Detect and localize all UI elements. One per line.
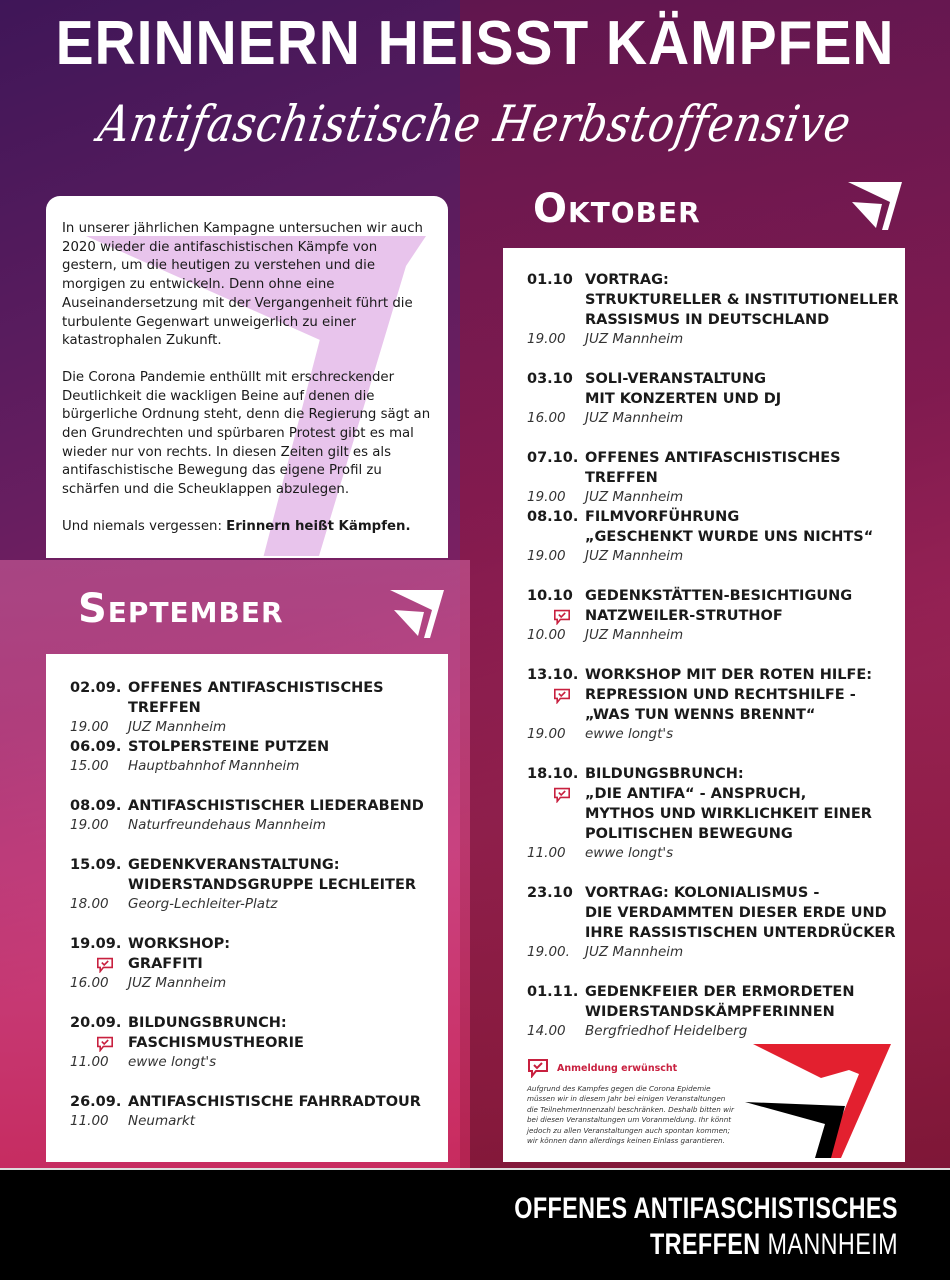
event-location: Hauptbahnhof Mannheim: [128, 758, 300, 774]
event-date: 07.10.: [527, 450, 579, 466]
event-meta: [527, 1022, 905, 1041]
intro-closing: [62, 518, 432, 537]
event-title-row: [527, 507, 905, 527]
event-item: [46, 796, 448, 835]
registration-note: [527, 1058, 737, 1146]
arrow-logo-icon: [846, 180, 904, 232]
event-title-row: [70, 737, 448, 757]
event-title-line: ANTIFASCHISTISCHE FAHRRADTOUR: [128, 1094, 421, 1110]
event-date: 08.09.: [70, 798, 122, 814]
event-title-line: GEDENKFEIER DER ERMORDETEN: [585, 984, 855, 1000]
event-title-row: [527, 685, 905, 705]
event-item: [503, 369, 905, 428]
event-time: 19.00: [70, 719, 109, 735]
event-date: 03.10: [527, 371, 573, 387]
event-title-row: [527, 606, 905, 626]
event-title-row: [527, 764, 905, 784]
event-title-row: [527, 665, 905, 685]
event-time: 18.00: [70, 896, 109, 912]
event-time: 15.00: [70, 758, 109, 774]
event-location: JUZ Mannheim: [585, 627, 684, 643]
event-meta: [527, 409, 905, 428]
event-meta: [527, 844, 905, 863]
event-meta: [70, 718, 448, 737]
event-meta: [527, 943, 905, 962]
event-title-row: [527, 369, 905, 389]
event-title-row: [70, 678, 448, 718]
event-title-row: [70, 934, 448, 954]
event-title-row: [527, 784, 905, 804]
registration-label: Anmeldung erwünscht: [557, 1062, 678, 1074]
intro-paragraph-2: Die Corona Pandemie enthüllt mit erschreckender Deutlichkeit die wackligen Beine auf denen die bürgerliche Ordnung steht, denn die Regierung sägt an den Grundrechten und spürbaren Protest gibt es mal wieder nur von rechts. In diesen Zeiten gilt es als antifaschistische Bewegung das eigene Profil zu schärfen und die Scheuklappen abzulegen.: [62, 369, 431, 498]
event-time: 19.00: [527, 726, 566, 742]
arrow-logo-icon: [388, 588, 446, 640]
event-date: 06.09.: [70, 739, 122, 755]
event-title-line: WORKSHOP:: [128, 936, 231, 952]
event-date: 19.09.: [70, 936, 122, 952]
event-title-line: STRUKTURELLER & INSTITUTIONELLER: [585, 292, 899, 308]
event-location: ewwe longt's: [585, 845, 674, 861]
event-title-line: BILDUNGSBRUNCH:: [128, 1015, 287, 1031]
event-location: Bergfriedhof Heidelberg: [585, 1023, 748, 1039]
event-item: [503, 764, 905, 863]
event-item: [503, 665, 905, 744]
event-time: 19.00: [527, 489, 566, 505]
registration-required-icon: [553, 688, 571, 704]
event-title-line: BILDUNGSBRUNCH:: [585, 766, 744, 782]
event-date: 01.10: [527, 272, 573, 288]
event-meta: [70, 1112, 448, 1131]
event-title-line: IHRE RASSISTISCHEN UNTERDRÜCKER: [585, 925, 896, 941]
event-title-line: VORTRAG:: [585, 272, 669, 288]
closing-slogan: Erinnern heißt Kämpfen.: [226, 518, 411, 534]
event-title-row: [70, 954, 448, 974]
event-meta: [70, 974, 448, 993]
event-title-line: OFFENES ANTIFASCHISTISCHES TREFFEN: [585, 450, 841, 486]
event-title-row: [70, 875, 448, 895]
speech-bubble-check-icon: [527, 1058, 549, 1078]
event-title-row: [527, 586, 905, 606]
event-title-line: „WAS TUN WENNS BRENNT“: [585, 707, 816, 723]
event-meta: [527, 330, 905, 349]
event-title-row: [527, 705, 905, 725]
event-title-row: [527, 923, 905, 943]
event-location: Neumarkt: [128, 1113, 196, 1129]
event-location: JUZ Mannheim: [585, 489, 684, 505]
event-title-line: STOLPERSTEINE PUTZEN: [128, 739, 330, 755]
event-title-row: [70, 1092, 448, 1112]
event-location: JUZ Mannheim: [128, 975, 227, 991]
event-time: 16.00: [70, 975, 109, 991]
event-time: 16.00: [527, 410, 566, 426]
event-title-line: FASCHISMUSTHEORIE: [128, 1035, 304, 1051]
footer-org-line2: [650, 1228, 898, 1262]
event-location: ewwe longt's: [128, 1054, 217, 1070]
event-item: [46, 1092, 448, 1131]
event-title-line: OFFENES ANTIFASCHISTISCHES TREFFEN: [128, 680, 384, 716]
oktober-event-list: [503, 248, 905, 1162]
september-heading: September: [78, 586, 284, 632]
intro-box: [46, 196, 448, 558]
event-title-line: REPRESSION UND RECHTSHILFE -: [585, 687, 856, 703]
event-meta: [527, 626, 905, 645]
event-item: [46, 934, 448, 993]
event-title-line: POLITISCHEN BEWEGUNG: [585, 826, 793, 842]
subtitle: Antifaschistische Herbstoffensive: [94, 95, 856, 153]
event-title-line: WIDERSTANDSKÄMPFERINNEN: [585, 1004, 835, 1020]
event-title-line: DIE VERDAMMTEN DIESER ERDE UND: [585, 905, 887, 921]
event-title-row: [70, 1033, 448, 1053]
event-item: [46, 1013, 448, 1072]
event-title-line: VORTRAG: KOLONIALISMUS -: [585, 885, 820, 901]
event-title-row: [70, 855, 448, 875]
event-title-row: [527, 883, 905, 903]
event-item: [503, 448, 905, 507]
event-date: 15.09.: [70, 857, 122, 873]
registration-required-icon: [96, 957, 114, 973]
event-date: 10.10: [527, 588, 573, 604]
oktober-heading: Oktober: [533, 186, 701, 232]
event-item: [503, 586, 905, 645]
event-title-row: [70, 796, 448, 816]
event-title-line: NATZWEILER-STRUTHOF: [585, 608, 783, 624]
event-title-line: GEDENKSTÄTTEN-BESICHTIGUNG: [585, 588, 853, 604]
event-title-line: „GESCHENKT WURDE UNS NICHTS“: [585, 529, 874, 545]
event-title-row: [527, 448, 905, 488]
registration-required-icon: [553, 787, 571, 803]
event-location: JUZ Mannheim: [585, 548, 684, 564]
event-title-row: [527, 982, 905, 1002]
event-title-line: SOLI-VERANSTALTUNG: [585, 371, 766, 387]
event-title-line: MIT KONZERTEN UND DJ: [585, 391, 782, 407]
event-title-line: ANTIFASCHISTISCHER LIEDERABEND: [128, 798, 424, 814]
event-title-row: [527, 1002, 905, 1022]
event-location: JUZ Mannheim: [585, 331, 684, 347]
event-title-line: FILMVORFÜHRUNG: [585, 509, 740, 525]
event-item: [46, 855, 448, 914]
event-time: 19.00: [527, 548, 566, 564]
antifa-arrow-logo: [741, 1040, 891, 1158]
event-date: 13.10.: [527, 667, 579, 683]
registration-text: Aufgrund des Kampfes gegen die Corona Epidemie müssen wir in diesem Jahr bei einigen Veranstaltungen die TeilnehmerInnenzahl beschränken. Deshalb bitten wir bei diesen Veranstaltungen um Voranmeldung. Ihr könnt jedoch zu allen Veranstaltungen auch spontan kommen; wir können dann allerdings keinen Einlass garantieren.: [527, 1084, 734, 1146]
footer-treffen: TREFFEN: [649, 1228, 761, 1261]
event-title-line: RASSISMUS IN DEUTSCHLAND: [585, 312, 830, 328]
event-item: [503, 507, 905, 566]
event-meta: [527, 488, 905, 507]
event-meta: [70, 757, 448, 776]
event-location: JUZ Mannheim: [585, 410, 684, 426]
event-title-row: [527, 270, 905, 290]
event-meta: [70, 1053, 448, 1072]
event-time: 14.00: [527, 1023, 566, 1039]
event-item: [503, 270, 905, 349]
event-location: JUZ Mannheim: [128, 719, 227, 735]
event-location: Georg-Lechleiter-Platz: [128, 896, 278, 912]
event-location: ewwe longt's: [585, 726, 674, 742]
intro-paragraph-1: In unserer jährlichen Kampagne untersuchen wir auch 2020 wieder die antifaschistischen Kämpfe von gestern, um die heutigen zu verstehen und die morgigen zu entwickeln. Denn ohne eine Auseinandersetzung mit der Vergangenheit führt die turbulente Gegenwart unweigerlich zu einer katastrophalen Zukunft.: [62, 221, 423, 349]
event-title-row: [527, 310, 905, 330]
event-title-line: GRAFFITI: [128, 956, 203, 972]
closing-prefix: Und niemals vergessen:: [62, 518, 227, 534]
event-meta: [527, 547, 905, 566]
event-date: 01.11.: [527, 984, 579, 1000]
footer-org-line1: OFFENES ANTIFASCHISTISCHES: [514, 1192, 898, 1225]
event-meta: [527, 725, 905, 744]
event-time: 19.00: [527, 331, 566, 347]
event-time: 19.00.: [527, 944, 570, 960]
event-item: [46, 737, 448, 776]
event-title-line: WORKSHOP MIT DER ROTEN HILFE:: [585, 667, 873, 683]
event-item: [503, 982, 905, 1041]
event-title-row: [527, 527, 905, 547]
event-date: 02.09.: [70, 680, 122, 696]
event-date: 08.10.: [527, 509, 579, 525]
event-location: Naturfreundehaus Mannheim: [128, 817, 326, 833]
event-date: 26.09.: [70, 1094, 122, 1110]
event-time: 11.00: [70, 1113, 109, 1129]
event-item: [46, 678, 448, 737]
event-time: 10.00: [527, 627, 566, 643]
event-title-row: [527, 824, 905, 844]
event-title-row: [527, 903, 905, 923]
event-date: 20.09.: [70, 1015, 122, 1031]
event-title-line: WIDERSTANDSGRUPPE LECHLEITER: [128, 877, 417, 893]
event-location: JUZ Mannheim: [585, 944, 684, 960]
event-meta: [70, 816, 448, 835]
september-event-list: [46, 654, 448, 1162]
event-item: [503, 883, 905, 962]
event-date: 18.10.: [527, 766, 579, 782]
event-title-row: [527, 804, 905, 824]
footer-city: MANNHEIM: [760, 1228, 898, 1261]
registration-required-icon: [553, 609, 571, 625]
footer: [0, 1168, 950, 1280]
event-time: 11.00: [527, 845, 566, 861]
event-time: 19.00: [70, 817, 109, 833]
event-title-row: [70, 1013, 448, 1033]
event-time: 11.00: [70, 1054, 109, 1070]
event-title-line: „DIE ANTIFA“ - ANSPRUCH,: [585, 786, 807, 802]
event-title-line: MYTHOS UND WIRKLICHKEIT EINER: [585, 806, 872, 822]
event-title-line: GEDENKVERANSTALTUNG:: [128, 857, 340, 873]
registration-required-icon: [96, 1036, 114, 1052]
event-meta: [70, 895, 448, 914]
event-title-row: [527, 290, 905, 310]
event-date: 23.10: [527, 885, 573, 901]
event-title-row: [527, 389, 905, 409]
main-title: ERINNERN HEISST KÄMPFEN: [55, 9, 895, 78]
